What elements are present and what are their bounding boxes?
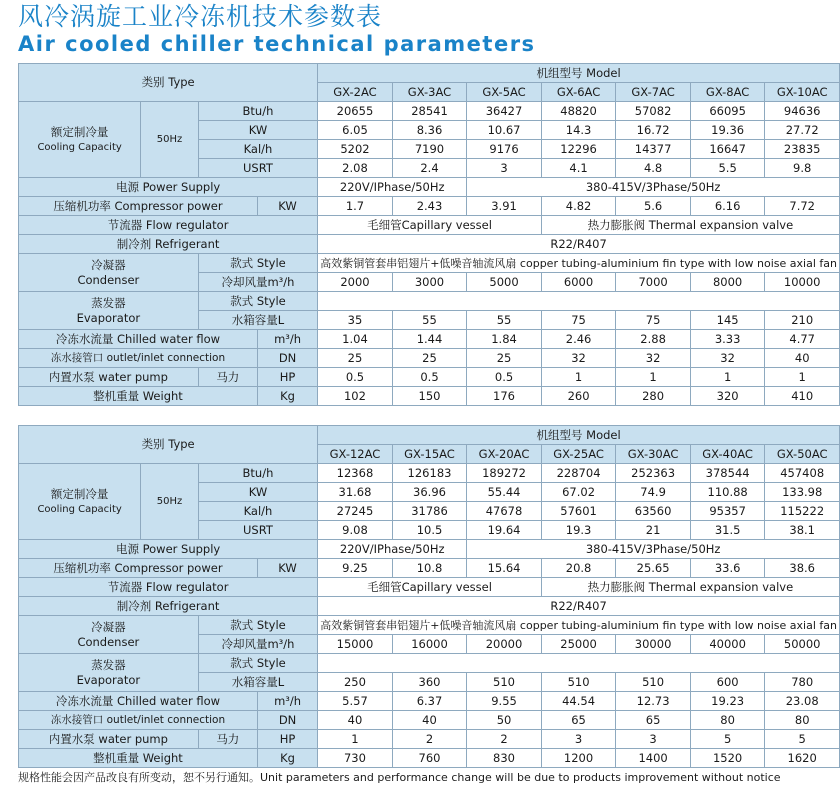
table-row	[19, 464, 840, 483]
table-cell: 126183	[392, 464, 467, 483]
table-cell: 3	[541, 730, 616, 749]
table-cell: 38.1	[765, 521, 840, 540]
table-row	[19, 368, 840, 387]
model-cell: GX-5AC	[467, 83, 542, 102]
table-cell: 210	[765, 311, 840, 330]
table-cell: 80	[765, 711, 840, 730]
table-cell: 10.8	[392, 559, 467, 578]
table-cell: 360	[392, 673, 467, 692]
table-cell: 19.3	[541, 521, 616, 540]
table-cell: 4.82	[541, 197, 616, 216]
frequency-label: 50Hz	[141, 464, 198, 540]
table-cell: 12296	[541, 140, 616, 159]
power-three-phase: 380-415V/3Phase/50Hz	[467, 540, 840, 559]
table-cell: 28541	[392, 102, 467, 121]
table-cell: 4.8	[616, 159, 691, 178]
table-cell: 19.23	[690, 692, 765, 711]
table-cell: 2.88	[616, 330, 691, 349]
table-cell: 50	[467, 711, 542, 730]
evaporator-style-value	[318, 292, 840, 311]
table-cell: 94636	[765, 102, 840, 121]
table-cell: 16647	[690, 140, 765, 159]
model-cell: GX-30AC	[616, 445, 691, 464]
table-cell: 2	[467, 730, 542, 749]
table-cell: 55	[392, 311, 467, 330]
unit-label: m³/h	[257, 330, 317, 349]
footnote: 规格性能会因产品改良有所变动，恕不另行通知。Unit parameters and performance change will be due to products improvement without notice	[18, 771, 781, 784]
table-cell: 2000	[318, 273, 393, 292]
table-cell: 9176	[467, 140, 542, 159]
table-cell: 5202	[318, 140, 393, 159]
table-row	[19, 749, 840, 768]
table-cell: 14.3	[541, 121, 616, 140]
table-cell: 55	[467, 311, 542, 330]
table-cell: 47678	[467, 502, 542, 521]
table-cell: 50000	[765, 635, 840, 654]
table-cell: 1	[765, 368, 840, 387]
model-cell: GX-2AC	[318, 83, 393, 102]
table-cell: 16.72	[616, 121, 691, 140]
spec-table-1	[18, 63, 840, 406]
pump-label: 内置水泵 water pump	[19, 368, 199, 387]
table-cell: 10.5	[392, 521, 467, 540]
model-cell: GX-3AC	[392, 83, 467, 102]
table-row	[19, 292, 840, 311]
unit-label: m³/h	[257, 692, 317, 711]
table-cell: 27245	[318, 502, 393, 521]
category-header: 类别 Type	[19, 426, 318, 464]
table-cell: 3000	[392, 273, 467, 292]
unit-label: DN	[257, 349, 317, 368]
model-cell: GX-25AC	[541, 445, 616, 464]
table-cell: 1	[541, 368, 616, 387]
page-title-cn: 风冷涡旋工业冷冻机技术参数表	[18, 2, 383, 31]
table-cell: 36427	[467, 102, 542, 121]
model-cell: GX-40AC	[690, 445, 765, 464]
model-cell: GX-12AC	[318, 445, 393, 464]
table-cell: 6.37	[392, 692, 467, 711]
table-cell: 830	[467, 749, 542, 768]
table-row	[19, 730, 840, 749]
table-cell: 57601	[541, 502, 616, 521]
expansion-valve-value: 热力膨胀阀 Thermal expansion valve	[541, 578, 839, 597]
table-cell: 1	[318, 730, 393, 749]
table-cell: 21	[616, 521, 691, 540]
table-cell: 6.16	[690, 197, 765, 216]
table-cell: 2.08	[318, 159, 393, 178]
table-cell: 5	[765, 730, 840, 749]
table-row	[19, 216, 840, 235]
style-label: 款式 Style	[198, 254, 317, 273]
table-cell: 3	[616, 730, 691, 749]
table-row	[19, 254, 840, 273]
model-cell: GX-15AC	[392, 445, 467, 464]
table-cell: 74.9	[616, 483, 691, 502]
table-cell: 10000	[765, 273, 840, 292]
category-header: 类别 Type	[19, 64, 318, 102]
table-cell: 55.44	[467, 483, 542, 502]
table-cell: 1520	[690, 749, 765, 768]
table-cell: 30000	[616, 635, 691, 654]
unit-label: USRT	[198, 521, 317, 540]
unit-label: HP	[257, 730, 317, 749]
table-cell: 20.8	[541, 559, 616, 578]
weight-label: 整机重量 Weight	[19, 387, 258, 406]
compressor-label: 压缩机功率 Compressor power	[19, 559, 258, 578]
table-cell: 378544	[690, 464, 765, 483]
table-cell: 1200	[541, 749, 616, 768]
expansion-valve-value: 热力膨胀阀 Thermal expansion valve	[541, 216, 839, 235]
table-cell: 25	[318, 349, 393, 368]
evaporator-label: 蒸发器 Evaporator	[19, 292, 199, 330]
power-single-phase: 220V/IPhase/50Hz	[318, 540, 467, 559]
refrigerant-label: 制冷剂 Refrigerant	[19, 235, 318, 254]
model-header: 机组型号 Model	[318, 426, 840, 445]
table-cell: 25.65	[616, 559, 691, 578]
table-cell: 1	[690, 368, 765, 387]
table-cell: 20655	[318, 102, 393, 121]
table-row	[19, 102, 840, 121]
style-label: 款式 Style	[198, 616, 317, 635]
evaporator-style-value	[318, 654, 840, 673]
table-cell: 780	[765, 673, 840, 692]
table-cell: 228704	[541, 464, 616, 483]
condenser-label: 冷凝器 Condenser	[19, 616, 199, 654]
table-cell: 36.96	[392, 483, 467, 502]
table-cell: 80	[690, 711, 765, 730]
table-cell: 250	[318, 673, 393, 692]
table-row	[19, 349, 840, 368]
table-cell: 4.1	[541, 159, 616, 178]
table-cell: 44.54	[541, 692, 616, 711]
table-cell: 510	[616, 673, 691, 692]
compressor-label: 压缩机功率 Compressor power	[19, 197, 258, 216]
unit-label: Kg	[257, 387, 317, 406]
table-cell: 8.36	[392, 121, 467, 140]
table-cell: 457408	[765, 464, 840, 483]
power-supply-label: 电源 Power Supply	[19, 540, 318, 559]
table-cell: 63560	[616, 502, 691, 521]
table-cell: 150	[392, 387, 467, 406]
table-row	[19, 330, 840, 349]
model-cell: GX-6AC	[541, 83, 616, 102]
cooling-capacity-label: 额定制冷量 Cooling Capacity	[19, 464, 141, 540]
table-cell: 65	[616, 711, 691, 730]
unit-label: KW	[198, 483, 317, 502]
table-cell: 110.88	[690, 483, 765, 502]
cooling-capacity-label: 额定制冷量 Cooling Capacity	[19, 102, 141, 178]
unit-label: KW	[257, 559, 317, 578]
table-cell: 9.25	[318, 559, 393, 578]
table-cell: 0.5	[467, 368, 542, 387]
table-cell: 14377	[616, 140, 691, 159]
table-cell: 115222	[765, 502, 840, 521]
table-cell: 40	[318, 711, 393, 730]
table-cell: 40	[392, 711, 467, 730]
table-cell: 730	[318, 749, 393, 768]
pump-power-label: 马力	[198, 368, 257, 387]
capillary-value: 毛细管Capillary vessel	[318, 578, 542, 597]
table-cell: 410	[765, 387, 840, 406]
airflow-label: 冷却风量m³/h	[198, 273, 317, 292]
condenser-style-value: 高效紫铜管套串铝翅片+低噪音轴流风扇 copper tubing-aluminium fin type with low noise axial fan	[318, 254, 840, 273]
table-cell: 9.08	[318, 521, 393, 540]
table-cell: 66095	[690, 102, 765, 121]
model-cell: GX-50AC	[765, 445, 840, 464]
table-cell: 2.4	[392, 159, 467, 178]
table-cell: 16000	[392, 635, 467, 654]
condenser-style-value: 高效紫铜管套串铝翅片+低噪音轴流风扇 copper tubing-aluminium fin type with low noise axial fan	[318, 616, 840, 635]
table-cell: 15.64	[467, 559, 542, 578]
table-cell: 95357	[690, 502, 765, 521]
table-cell: 19.36	[690, 121, 765, 140]
refrigerant-value: R22/R407	[318, 235, 840, 254]
flow-regulator-label: 节流器 Flow regulator	[19, 578, 318, 597]
table-cell: 6000	[541, 273, 616, 292]
table-cell: 25	[392, 349, 467, 368]
table-cell: 7000	[616, 273, 691, 292]
table-cell: 20000	[467, 635, 542, 654]
table-cell: 2.46	[541, 330, 616, 349]
table-cell: 4.77	[765, 330, 840, 349]
table-cell: 260	[541, 387, 616, 406]
table-row	[19, 540, 840, 559]
table-cell: 1620	[765, 749, 840, 768]
capillary-value: 毛细管Capillary vessel	[318, 216, 542, 235]
table-cell: 176	[467, 387, 542, 406]
weight-label: 整机重量 Weight	[19, 749, 258, 768]
table-row	[19, 692, 840, 711]
table-cell: 9.55	[467, 692, 542, 711]
table-cell: 5	[690, 730, 765, 749]
table-cell: 1.04	[318, 330, 393, 349]
airflow-label: 冷却风量m³/h	[198, 635, 317, 654]
table-cell: 65	[541, 711, 616, 730]
model-cell: GX-20AC	[467, 445, 542, 464]
model-header: 机组型号 Model	[318, 64, 840, 83]
evaporator-label: 蒸发器 Evaporator	[19, 654, 199, 692]
table-row	[19, 597, 840, 616]
table-cell: 3	[467, 159, 542, 178]
refrigerant-value: R22/R407	[318, 597, 840, 616]
table-cell: 35	[318, 311, 393, 330]
unit-label: HP	[257, 368, 317, 387]
page-title-en: Air cooled chiller technical parameters	[18, 32, 536, 56]
table-cell: 102	[318, 387, 393, 406]
table-cell: 75	[541, 311, 616, 330]
refrigerant-label: 制冷剂 Refrigerant	[19, 597, 318, 616]
table-cell: 3.33	[690, 330, 765, 349]
table-cell: 0.5	[318, 368, 393, 387]
table-cell: 31.5	[690, 521, 765, 540]
table-cell: 32	[690, 349, 765, 368]
table-cell: 67.02	[541, 483, 616, 502]
model-cell: GX-7AC	[616, 83, 691, 102]
unit-label: KW	[257, 197, 317, 216]
table-cell: 1.44	[392, 330, 467, 349]
table-row	[19, 197, 840, 216]
unit-label: DN	[257, 711, 317, 730]
tank-label: 水箱容量L	[198, 311, 317, 330]
header	[18, 2, 828, 58]
spec-table-2	[18, 425, 840, 768]
table-cell: 27.72	[765, 121, 840, 140]
connection-label: 冻水接管口 outlet/inlet connection	[19, 349, 258, 368]
table-row	[19, 178, 840, 197]
flow-regulator-label: 节流器 Flow regulator	[19, 216, 318, 235]
unit-label: Btu/h	[198, 102, 317, 121]
table-cell: 7190	[392, 140, 467, 159]
condenser-label: 冷凝器 Condenser	[19, 254, 199, 292]
table-cell: 5.5	[690, 159, 765, 178]
unit-label: Btu/h	[198, 464, 317, 483]
table-cell: 57082	[616, 102, 691, 121]
pump-label: 内置水泵 water pump	[19, 730, 199, 749]
table-row	[19, 235, 840, 254]
style-label: 款式 Style	[198, 654, 317, 673]
table-cell: 510	[541, 673, 616, 692]
connection-label: 冻水接管口 outlet/inlet connection	[19, 711, 258, 730]
table-cell: 5000	[467, 273, 542, 292]
table-cell: 760	[392, 749, 467, 768]
table-cell: 2	[392, 730, 467, 749]
table-row	[19, 578, 840, 597]
table-cell: 2.43	[392, 197, 467, 216]
table-cell: 32	[616, 349, 691, 368]
table-cell: 40000	[690, 635, 765, 654]
table-row	[19, 387, 840, 406]
chilled-flow-label: 冷冻水流量 Chilled water flow	[19, 692, 258, 711]
table-cell: 133.98	[765, 483, 840, 502]
table-cell: 6.05	[318, 121, 393, 140]
style-label: 款式 Style	[198, 292, 317, 311]
table-cell: 189272	[467, 464, 542, 483]
table-cell: 5.6	[616, 197, 691, 216]
table-cell: 19.64	[467, 521, 542, 540]
power-supply-label: 电源 Power Supply	[19, 178, 318, 197]
table-cell: 12368	[318, 464, 393, 483]
unit-label: Kg	[257, 749, 317, 768]
table-cell: 252363	[616, 464, 691, 483]
table-cell: 510	[467, 673, 542, 692]
table-cell: 1.7	[318, 197, 393, 216]
table-cell: 33.6	[690, 559, 765, 578]
table-cell: 23835	[765, 140, 840, 159]
table-cell: 31.68	[318, 483, 393, 502]
table-cell: 40	[765, 349, 840, 368]
table-cell: 31786	[392, 502, 467, 521]
unit-label: KW	[198, 121, 317, 140]
model-cell: GX-10AC	[765, 83, 840, 102]
chilled-flow-label: 冷冻水流量 Chilled water flow	[19, 330, 258, 349]
table-cell: 12.73	[616, 692, 691, 711]
table-row	[19, 559, 840, 578]
table-cell: 1	[616, 368, 691, 387]
unit-label: USRT	[198, 159, 317, 178]
table-cell: 48820	[541, 102, 616, 121]
table-row	[19, 654, 840, 673]
table-cell: 10.67	[467, 121, 542, 140]
table-cell: 25000	[541, 635, 616, 654]
table-cell: 3.91	[467, 197, 542, 216]
table-cell: 145	[690, 311, 765, 330]
table-cell: 600	[690, 673, 765, 692]
table-cell: 9.8	[765, 159, 840, 178]
unit-label: Kal/h	[198, 502, 317, 521]
table-cell: 1.84	[467, 330, 542, 349]
power-single-phase: 220V/IPhase/50Hz	[318, 178, 467, 197]
tank-label: 水箱容量L	[198, 673, 317, 692]
table-row	[19, 711, 840, 730]
table-cell: 75	[616, 311, 691, 330]
power-three-phase: 380-415V/3Phase/50Hz	[467, 178, 840, 197]
unit-label: Kal/h	[198, 140, 317, 159]
table-cell: 0.5	[392, 368, 467, 387]
table-cell: 23.08	[765, 692, 840, 711]
table-cell: 25	[467, 349, 542, 368]
table-cell: 5.57	[318, 692, 393, 711]
table-cell: 7.72	[765, 197, 840, 216]
frequency-label: 50Hz	[141, 102, 198, 178]
table-cell: 15000	[318, 635, 393, 654]
table-row	[19, 616, 840, 635]
pump-power-label: 马力	[198, 730, 257, 749]
table-cell: 8000	[690, 273, 765, 292]
table-cell: 280	[616, 387, 691, 406]
table-cell: 32	[541, 349, 616, 368]
table-cell: 38.6	[765, 559, 840, 578]
table-cell: 1400	[616, 749, 691, 768]
table-cell: 320	[690, 387, 765, 406]
model-cell: GX-8AC	[690, 83, 765, 102]
